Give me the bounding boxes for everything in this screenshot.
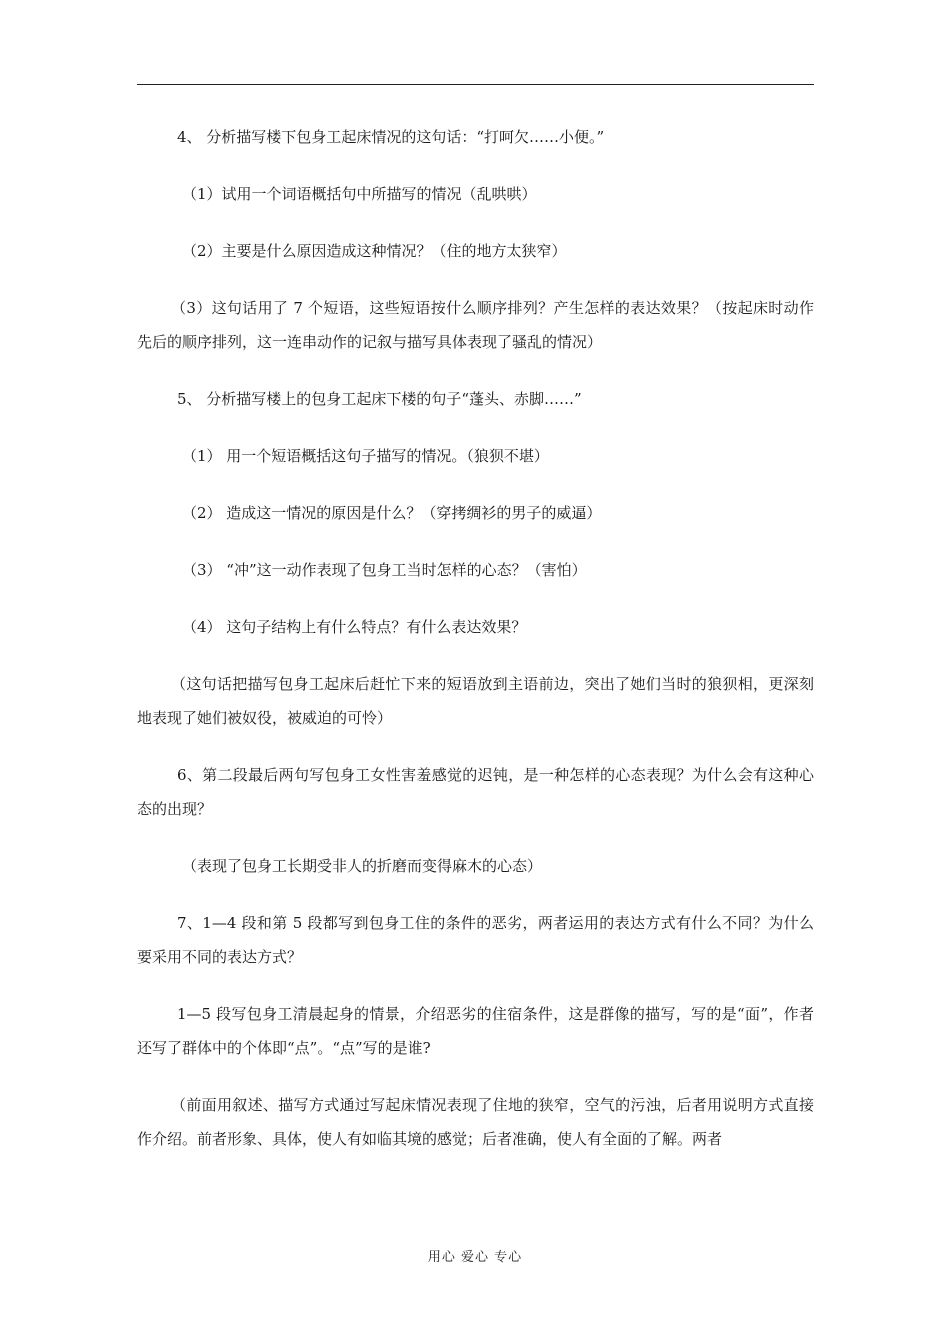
question-4-part-1: （1）试用一个词语概括句中所描写的情况（乱哄哄） [182, 185, 537, 203]
question-5-part-1: （1） 用一个短语概括这句子描写的情况。（狼狈不堪） [182, 447, 549, 465]
question-5-part-4: （4） 这句子结构上有什么特点？有什么表达效果？ [182, 618, 527, 636]
document-body [137, 120, 814, 1156]
question-4-part-2: （2）主要是什么原因造成这种情况？（住的地方太狭窄） [182, 242, 567, 260]
question-4-part-3: （3）这句话用了 7 个短语，这些短语按什么顺序排列？产生怎样的表达效果？（按起床时动作先后的顺序排列，这一连串动作的记叙与描写具体表现了骚乱的情况） [137, 299, 814, 351]
question-6: 6、第二段最后两句写包身工女性害羞感觉的迟钝，是一种怎样的心态表现？为什么会有这种心态的出现？ [137, 766, 814, 818]
question-5: 5、 分析描写楼上的包身工起床下楼的句子“蓬头、赤脚……” [177, 390, 582, 408]
header-rule [137, 84, 814, 85]
question-6-answer: （表现了包身工长期受非人的折磨而变得麻木的心态） [182, 857, 543, 875]
question-4: 4、 分析描写楼下包身工起床情况的这句话：“打呵欠……小便。” [177, 128, 605, 146]
question-5-part-4-answer: （这句话把描写包身工起床后赶忙下来的短语放到主语前边，突出了她们当时的狼狈相，更深刻地表现了她们被奴役，被威迫的可怜） [137, 675, 814, 727]
question-5-part-3: （3） “冲”这一动作表现了包身工当时怎样的心态？（害怕） [182, 561, 587, 579]
question-7: 7、1—4 段和第 5 段都写到包身工住的条件的恶劣，两者运用的表达方式有什么不同？为什么要采用不同的表达方式？ [137, 914, 814, 966]
question-7-answer: （前面用叙述、描写方式通过写起床情况表现了住地的狭窄，空气的污浊，后者用说明方式直接作介绍。前者形象、具体，使人有如临其境的感觉；后者准确，使人有全面的了解。两者 [137, 1096, 814, 1148]
page-footer: 用心 爱心 专心 [427, 1250, 523, 1265]
question-7-note: 1—5 段写包身工清晨起身的情景，介绍恶劣的住宿条件，这是群像的描写，写的是“面”，作者还写了群体中的个体即“点”。“点”写的是谁? [137, 1005, 814, 1057]
question-5-part-2: （2） 造成这一情况的原因是什么？（穿拷绸衫的男子的威逼） [182, 504, 602, 522]
